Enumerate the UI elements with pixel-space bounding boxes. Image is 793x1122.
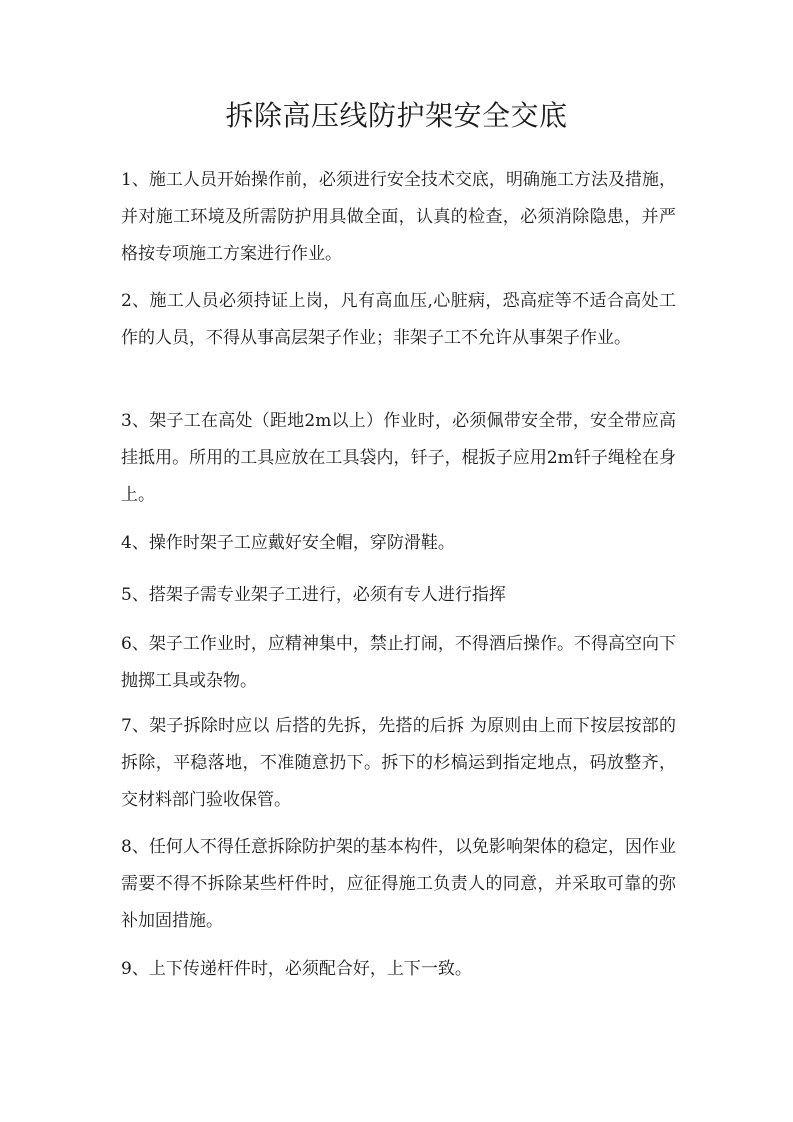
- safety-item-2: 2、施工人员必须持证上岗，凡有高血压,心脏病，恐高症等不适合高处工作的人员，不得从事高层架子作业；非架子工不允许从事架子作业。: [121, 291, 676, 348]
- safety-item-7: 7、架子拆除时应以 后搭的先拆，先搭的后拆 为原则由上而下按层按部的拆除，平稳落地，不准随意扔下。拆下的杉槁运到指定地点，码放整齐，交材料部门验收保管。: [121, 716, 676, 810]
- safety-item-5: 5、搭架子需专业架子工进行，必须有专人进行指挥: [121, 585, 506, 605]
- safety-item-8: 8、任何人不得任意拆除防护架的基本构件，以免影响架体的稳定，因作业需要不得不拆除某些杆件时，应征得施工负责人的同意，并采取可靠的弥补加固措施。: [121, 837, 676, 931]
- safety-item-6: 6、架子工作业时，应精神集中，禁止打闹，不得酒后操作。不得高空向下抛掷工具或杂物。: [121, 634, 676, 691]
- safety-item-1: 1、施工人员开始操作前，必须进行安全技术交底，明确施工方法及措施，并对施工环境及所需防护用具做全面，认真的检查，必须消除隐患，并严格按专项施工方案进行作业。: [121, 170, 676, 264]
- safety-item-4: 4、操作时架子工应戴好安全帽，穿防滑鞋。: [121, 533, 455, 553]
- document-title: 拆除高压线防护架安全交底: [225, 99, 568, 132]
- safety-item-9: 9、上下传递杆件时，必须配合好，上下一致。: [121, 959, 472, 979]
- safety-item-3: 3、架子工在高处（距地2m以上）作业时，必须佩带安全带，安全带应高挂抵用。所用的工具应放在工具袋内，钎子，棍扳子应用2m钎子绳栓在身上。: [121, 411, 676, 505]
